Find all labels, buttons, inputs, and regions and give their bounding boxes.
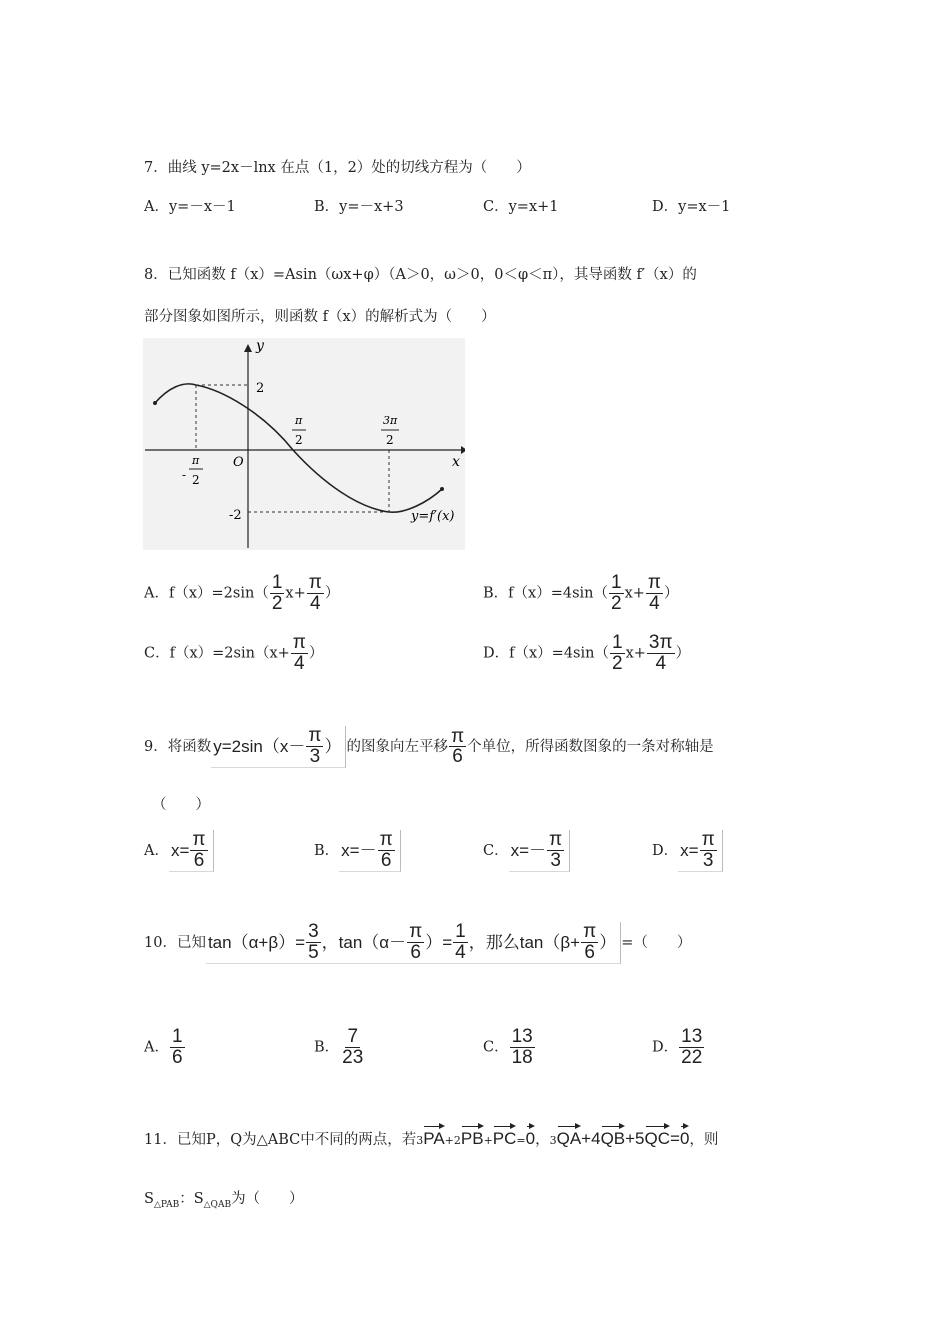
denominator: 2 <box>611 652 623 674</box>
denominator: 4 <box>294 652 305 674</box>
numerator: π <box>409 921 423 942</box>
vector: QC <box>645 1126 671 1147</box>
numerator: 7 <box>347 1026 359 1047</box>
q9-post: 个单位，所得函数图象的一条对称轴是 <box>467 738 714 755</box>
q9-pre: 9．将函数 <box>144 738 212 755</box>
option-label: C． <box>483 199 509 215</box>
denominator: 2 <box>611 592 622 614</box>
q10-post: =（ ） <box>621 934 692 951</box>
option-label: C． <box>483 842 509 859</box>
fraction <box>609 573 624 614</box>
option-label: B． <box>483 585 509 602</box>
q11-post: ，则 <box>689 1132 719 1148</box>
coef: + <box>483 1134 493 1147</box>
option-mid: x+ <box>285 585 306 602</box>
func-post: ） <box>324 736 342 756</box>
fraction <box>647 633 675 674</box>
q7-option-b[interactable] <box>314 200 404 215</box>
q11-pre: 11．已知P，Q为△ABC中不同的两点，若 <box>144 1132 417 1148</box>
q10-option-b[interactable] <box>314 1027 366 1068</box>
option-text: y=－x－1 <box>168 199 236 215</box>
q9-stem <box>144 726 714 768</box>
denominator: 6 <box>452 746 463 768</box>
fraction <box>646 573 663 614</box>
option-pre: f（x）=4sin（ <box>509 645 609 662</box>
x-mid-num: π <box>295 414 303 427</box>
denominator: 4 <box>649 592 660 614</box>
q7-option-c[interactable] <box>483 200 559 215</box>
area-subscript: △QAB <box>203 1199 232 1210</box>
option-label: D． <box>652 199 679 215</box>
coef: +2 <box>444 1134 461 1147</box>
numerator: π <box>192 829 206 850</box>
q7-stem: 7．曲线 y=2x－lnx 在点（1，2）处的切线方程为（ ） <box>144 160 531 176</box>
numerator: π <box>583 921 597 942</box>
denominator: 6 <box>380 849 392 871</box>
q8-option-a[interactable] <box>144 573 339 614</box>
option-text: y=x－1 <box>678 199 731 215</box>
option-formula <box>339 830 401 872</box>
option-label: B． <box>314 199 340 215</box>
denominator: 4 <box>455 941 466 963</box>
coef: 3 <box>416 1134 424 1147</box>
numerator: π <box>308 572 322 593</box>
option-formula <box>509 830 571 872</box>
denominator: 22 <box>681 1046 703 1068</box>
q8-stem-line1: 8．已知函数 f（x）=Asin（ωx+φ）（A＞0，ω＞0，0＜φ＜π），其导函数 f′（x）的 <box>144 267 697 283</box>
q9-option-d[interactable] <box>652 830 723 872</box>
denominator: 4 <box>655 652 667 674</box>
curve-label: y=f′(x) <box>411 509 455 524</box>
q10-option-c[interactable] <box>483 1027 536 1068</box>
q11-stem <box>144 1126 718 1148</box>
q7-option-d[interactable] <box>652 200 730 215</box>
q11-tail: 为（ ） <box>231 1191 304 1207</box>
formula-pre: x= <box>680 840 699 860</box>
q7-option-a[interactable] <box>144 200 236 215</box>
x-left-num: π <box>192 454 200 467</box>
option-pre: f（x）=4sin（ <box>508 585 608 602</box>
cond-text: ，那么tan（β+ <box>468 932 581 952</box>
vector: PA <box>423 1126 444 1147</box>
shift-fraction <box>449 727 466 768</box>
option-label: B． <box>314 842 340 859</box>
numerator: π <box>647 572 662 593</box>
coef: = <box>516 1134 526 1147</box>
numerator: π <box>292 632 306 653</box>
coef: = <box>670 1129 680 1148</box>
q10-condition <box>206 922 621 964</box>
fraction <box>190 830 207 871</box>
option-post: ） <box>308 645 324 662</box>
option-text: y=x+1 <box>508 199 559 215</box>
option-mid: x+ <box>624 585 645 602</box>
numerator: π <box>549 829 563 850</box>
cond-text: ） <box>599 932 617 952</box>
cond-text: tan（α+β）= <box>207 932 306 952</box>
vector: QA <box>557 1126 582 1147</box>
option-label: D． <box>652 842 679 859</box>
numerator: 1 <box>611 632 623 653</box>
y-min-label: -2 <box>229 508 242 523</box>
denominator: 6 <box>410 941 421 963</box>
numerator: 1 <box>271 572 283 593</box>
option-label: C． <box>483 1039 509 1056</box>
q9-stem-line2: （ ） <box>152 797 210 813</box>
q11-stem-line2 <box>144 1192 304 1210</box>
q10-option-a[interactable] <box>144 1027 186 1068</box>
option-label: A． <box>144 842 169 859</box>
q8-option-d[interactable] <box>483 633 690 674</box>
x-right-den: 2 <box>386 433 394 447</box>
coef: +4 <box>581 1129 601 1148</box>
numerator: π <box>308 725 322 746</box>
q9-option-b[interactable] <box>314 830 401 872</box>
fraction <box>610 633 625 674</box>
numerator: 3π <box>648 632 673 653</box>
area-symbol: S <box>193 1191 204 1207</box>
x-left-den: 2 <box>192 473 200 487</box>
q8-stem-line2: 部分图象如图所示，则函数 f（x）的解析式为（ ） <box>144 309 496 325</box>
denominator: 23 <box>342 1046 364 1068</box>
denominator: 6 <box>584 941 595 963</box>
option-label: C． <box>144 645 170 662</box>
fraction <box>453 922 468 963</box>
func-pre: y=2sin（x－ <box>213 736 306 756</box>
denominator: 4 <box>310 592 321 614</box>
numerator: π <box>379 829 393 850</box>
formula-pre: x=－ <box>510 840 547 860</box>
numerator: 3 <box>308 921 319 942</box>
denominator: 2 <box>271 592 283 614</box>
option-pre: f（x）=2sin（ <box>168 585 269 602</box>
numerator: 13 <box>681 1026 703 1047</box>
q8-option-c[interactable] <box>144 633 323 674</box>
denominator: 18 <box>511 1046 533 1068</box>
x-axis-label: x <box>452 454 460 470</box>
option-label: A． <box>144 199 169 215</box>
fraction <box>581 922 598 963</box>
option-label: B． <box>314 1039 340 1056</box>
fraction <box>700 830 717 871</box>
vector: PC <box>493 1126 517 1147</box>
vector: 0 <box>680 1126 689 1147</box>
numerator: 1 <box>455 921 466 942</box>
denominator: 3 <box>309 745 321 767</box>
numerator: 1 <box>171 1026 183 1047</box>
numerator: 1 <box>611 572 622 593</box>
fraction <box>307 573 324 614</box>
option-mid: x+ <box>625 645 646 662</box>
derivative-graph <box>143 338 465 550</box>
origin-label: O <box>233 455 244 470</box>
y-axis-label: y <box>256 338 264 354</box>
denominator: 3 <box>702 849 714 871</box>
area-symbol: S <box>144 1191 154 1207</box>
vector: 0 <box>526 1126 535 1147</box>
q10-stem <box>144 922 691 964</box>
fraction <box>510 1027 535 1068</box>
denominator: 3 <box>550 849 561 871</box>
numerator: π <box>450 725 465 747</box>
formula-pre: x= <box>170 840 190 860</box>
x-left-sign: - <box>182 468 187 482</box>
x-right-num: 3π <box>383 414 398 427</box>
fraction <box>306 922 321 963</box>
option-label: D． <box>483 645 510 662</box>
option-pre: f（x）=2sin（x+ <box>169 645 290 662</box>
x-mid-den: 2 <box>295 433 303 447</box>
fraction <box>679 1027 704 1068</box>
fraction <box>407 922 424 963</box>
fraction <box>306 726 323 767</box>
vector: PB <box>461 1126 484 1147</box>
fraction <box>291 633 308 674</box>
q8-option-b[interactable] <box>483 573 679 614</box>
y-max-label: 2 <box>256 381 265 396</box>
option-formula <box>169 830 214 872</box>
option-post: ） <box>664 585 679 602</box>
option-post: ） <box>675 645 691 662</box>
q10-pre: 10．已知 <box>144 934 206 951</box>
q9-option-c[interactable] <box>483 830 570 872</box>
cond-text: ）= <box>425 932 453 952</box>
cond-text: ，tan（α－ <box>321 932 407 952</box>
q10-option-d[interactable] <box>652 1027 705 1068</box>
fraction <box>378 830 395 871</box>
q9-option-a[interactable] <box>144 830 214 872</box>
area-subscript: △PAB <box>153 1199 180 1210</box>
fraction <box>170 1027 185 1068</box>
option-formula <box>678 830 723 872</box>
fraction <box>340 1027 365 1068</box>
coef: +5 <box>625 1129 645 1148</box>
option-label: A． <box>144 585 169 602</box>
colon: ： <box>179 1191 194 1207</box>
separator: ， <box>535 1132 550 1148</box>
fraction <box>270 573 285 614</box>
q9-mid: 的图象向左平移 <box>346 738 448 755</box>
option-label: A． <box>144 1039 169 1056</box>
option-post: ） <box>324 585 340 602</box>
option-label: D． <box>652 1039 679 1056</box>
formula-pre: x=－ <box>341 840 377 860</box>
denominator: 6 <box>193 849 205 871</box>
denominator: 5 <box>308 941 319 963</box>
option-text: y=－x+3 <box>339 199 404 215</box>
numerator: 13 <box>511 1026 533 1047</box>
denominator: 6 <box>171 1046 183 1068</box>
vector: QB <box>601 1126 626 1147</box>
numerator: π <box>701 829 715 850</box>
coef: 3 <box>549 1134 557 1147</box>
q9-function <box>211 726 346 768</box>
fraction <box>547 830 564 871</box>
